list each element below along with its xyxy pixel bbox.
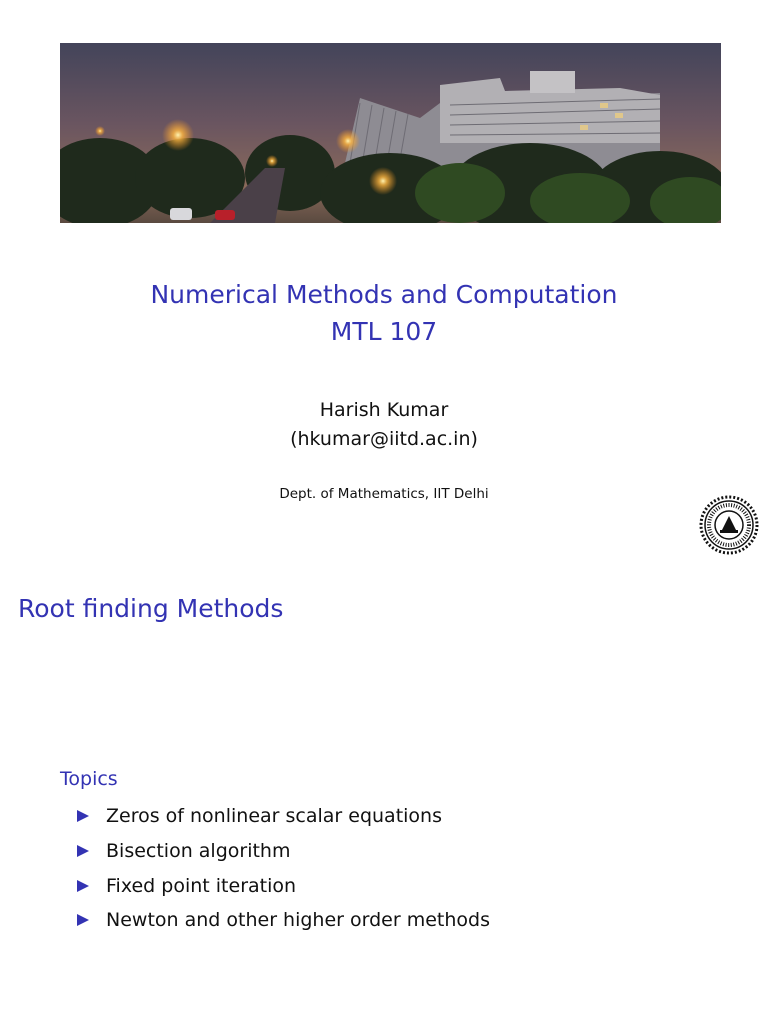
- affiliation: Dept. of Mathematics, IIT Delhi: [279, 486, 489, 502]
- list-item: [76, 903, 490, 938]
- triangle-bullet-icon: [76, 913, 106, 927]
- triangle-bullet-icon: [76, 844, 106, 858]
- course-code: MTL 107: [330, 317, 438, 346]
- author-email: (hkumar@iitd.ac.in): [290, 428, 478, 450]
- iit-delhi-seal-icon: [698, 494, 760, 556]
- topic-text: Fixed point iteration: [106, 874, 297, 897]
- banner-photo: [60, 43, 721, 223]
- topic-text: Bisection algorithm: [106, 840, 291, 863]
- triangle-bullet-icon: [76, 879, 106, 893]
- list-item: [76, 868, 490, 903]
- content-slide: [0, 572, 768, 1024]
- author-name: Harish Kumar: [319, 399, 449, 421]
- topic-text: Zeros of nonlinear scalar equations: [106, 805, 442, 828]
- campus-photo-image: [60, 43, 721, 223]
- triangle-bullet-icon: [76, 809, 106, 823]
- topic-text: Newton and other higher order methods: [106, 909, 490, 932]
- block-title: Topics: [60, 768, 118, 790]
- topics-list: [76, 799, 490, 938]
- list-item: [76, 834, 490, 869]
- list-item: [76, 799, 490, 834]
- presentation-title: Numerical Methods and Computation: [150, 280, 618, 309]
- section-title: Root finding Methods: [18, 594, 284, 623]
